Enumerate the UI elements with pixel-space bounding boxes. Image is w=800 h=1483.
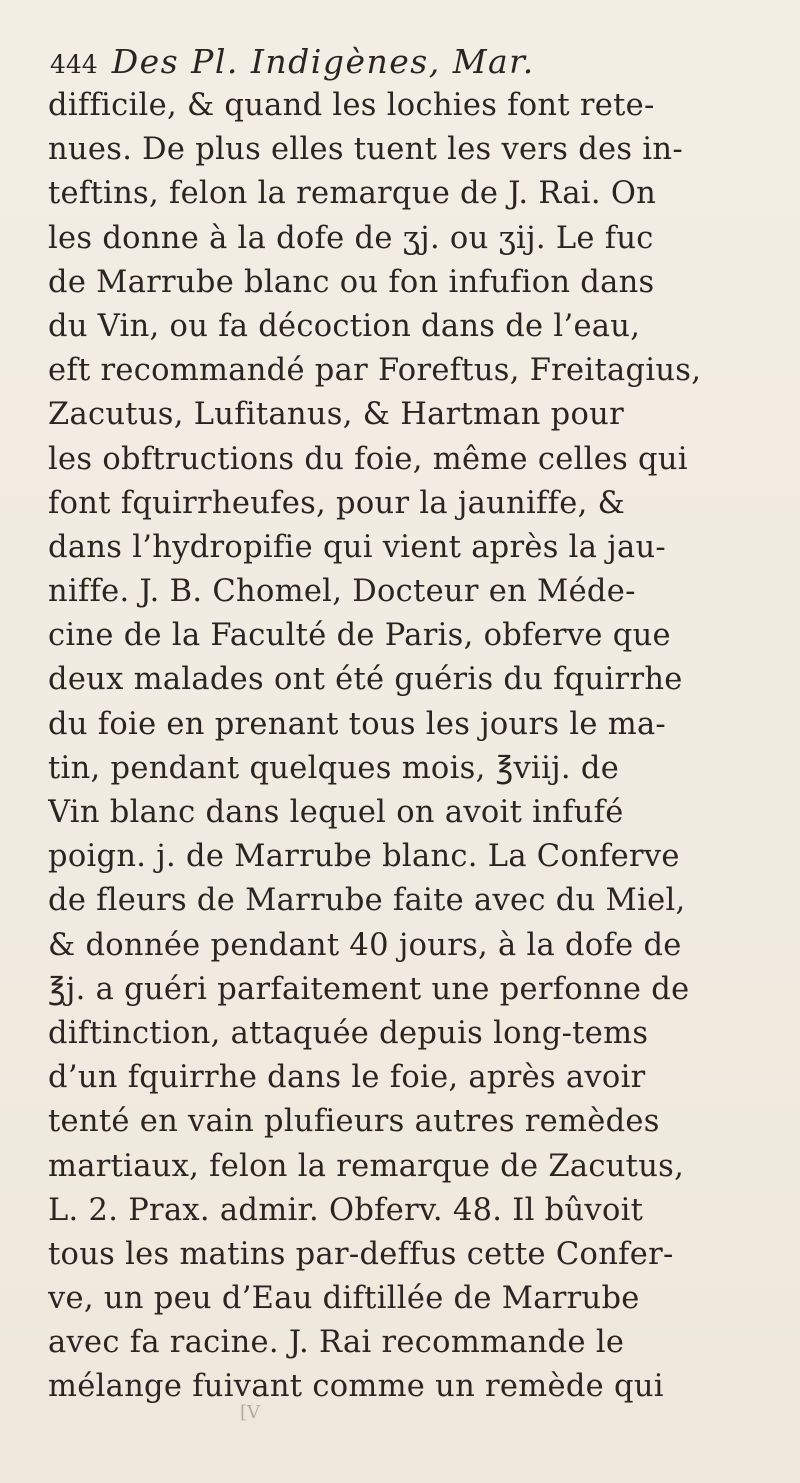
page-number: 444 [50, 50, 98, 79]
page-header [50, 38, 770, 86]
text-line: les obftructions du foie, même celles qui [48, 441, 688, 477]
text-line: Zacutus, Lufitanus, & Hartman pour [48, 397, 624, 433]
text-line: font fquirrheufes, pour la jauniffe, & [48, 485, 626, 521]
text-line: les donne à la dofe de ʒj. ou ʒij. Le fuc [48, 220, 654, 256]
body-text [48, 84, 770, 1410]
text-line: de Marrube blanc ou fon infufion dans [48, 264, 655, 300]
text-line: deux malades ont été guéris du fquirrhe [48, 662, 683, 698]
text-line: mélange fuivant comme un remède qui [48, 1369, 664, 1405]
text-line: tous les matins par-deffus cette Confer- [48, 1236, 674, 1272]
text-line: Vin blanc dans lequel on avoit infufé [48, 795, 624, 830]
text-line: du foie en prenant tous les jours le ma- [48, 706, 667, 742]
text-line: & donnée pendant 40 jours, à la dofe de [48, 927, 682, 963]
text-line: dans l’hydropifie qui vient après la jau- [48, 529, 667, 565]
text-line: d’un fquirrhe dans le foie, après avoir [48, 1060, 646, 1096]
text-line: L. 2. Prax. admir. Obferv. 48. Il bûvoit [48, 1192, 644, 1228]
text-line: diftinction, attaquée depuis long-tems [48, 1015, 649, 1051]
text-line: ℥j. a guéri parfaitement une perfonne de [48, 971, 690, 1007]
text-line: tenté en vain plufieurs autres remèdes [48, 1104, 660, 1140]
text-line: ve, un peu d’Eau diftillée de Marrube [48, 1281, 640, 1317]
text-line: nues. De plus elles tuent les vers des in- [48, 132, 683, 168]
text-line: avec fa racine. J. Rai recommande le [48, 1325, 625, 1361]
text-line: eft recommandé par Foreftus, Freitagius, [48, 353, 702, 389]
text-line: poign. j. de Marrube blanc. La Conferve [48, 839, 680, 875]
text-line: teftins, felon la remarque de J. Rai. On [48, 176, 657, 212]
text-line: martiaux, felon la remarque de Zacutus, [48, 1148, 685, 1184]
text-line: difficile, & quand les lochies font rete- [48, 88, 655, 123]
text-line: niffe. J. B. Chomel, Docteur en Méde- [48, 574, 636, 610]
running-title: Des Pl. Indigènes, Mar. [111, 42, 535, 81]
text-line: tin, pendant quelques mois, ℥viij. de [48, 750, 620, 786]
catchword-mark: [V [240, 1402, 261, 1423]
text-line: du Vin, ou fa décoction dans de l’eau, [48, 308, 641, 344]
text-line: cine de la Faculté de Paris, obferve que [48, 618, 671, 654]
text-line: de fleurs de Marrube faite avec du Miel, [48, 883, 686, 919]
